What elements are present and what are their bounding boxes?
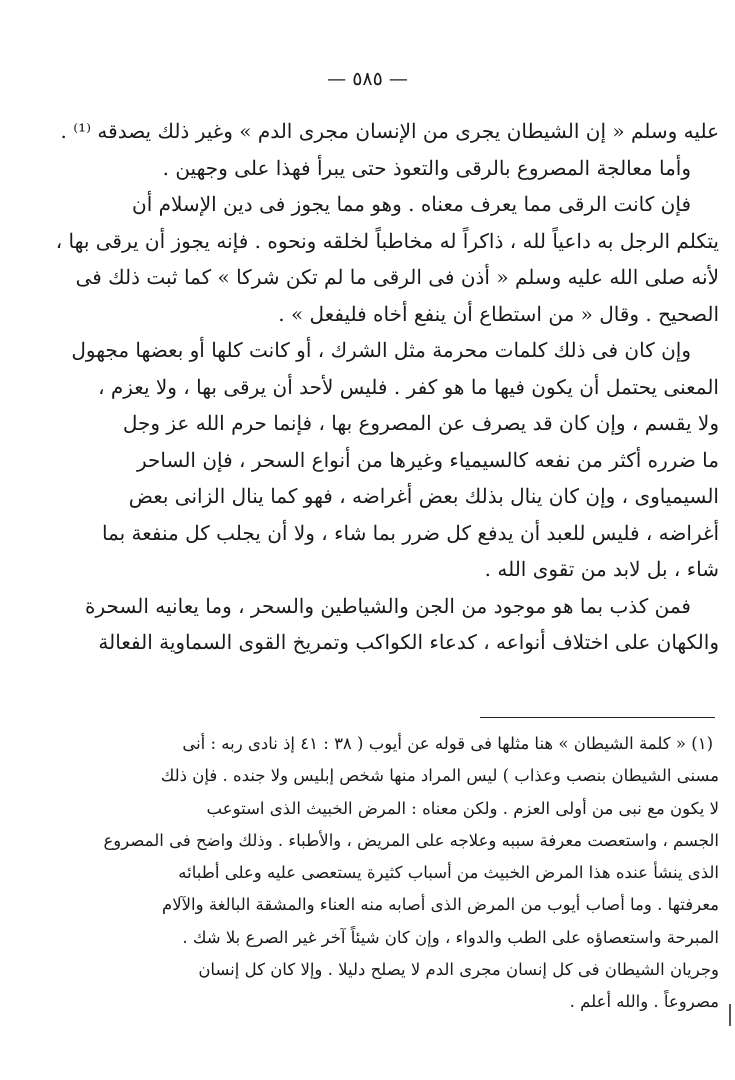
body-line: ولا يقسم ، وإن كان قد يصرف عن المصروع بها ، فإنما حرم الله عز وجل [122,411,719,435]
body-line: يتكلم الرجل به داعياً لله ، ذاكراً له مخاطباً لخلقه ونحوه . فإنه يجوز أن يرقى بها ، [55,228,719,253]
main-text [55,113,719,661]
body-line: السيمياوى ، وإن كان ينال بذلك بعض أغراضه ، فهو كما ينال الزانى بعض [128,484,719,508]
scan-edge-mark [729,1004,731,1026]
footnote-line: الذى ينشأ عنده هذا المرض الخبيث من أسباب كثيرة يستعصى عليه وعلى أطبائه [178,863,719,883]
body-line: شاء ، بل لابد من تقوى الله . [484,557,719,581]
body-line: فإن كانت الرقى مما يعرف معناه . وهو مما يجوز فى دين الإسلام أن [132,192,691,216]
footnote-divider [480,717,715,718]
body-line: وأما معالجة المصروع بالرقى والتعوذ حتى يبرأ فهذا على وجهين . [162,155,691,180]
body-line: الصحيح . وقال « من استطاع أن ينفع أخاه فليفعل » . [278,301,719,326]
body-line: المعنى يحتمل أن يكون فيها ما هو كفر . فليس لأحد أن يرقى بها ، ولا يعزم ، [98,374,719,399]
body-line: فمن كذب بما هو موجود من الجن والشياطين والسحر ، وما يعانيه السحرة [85,593,691,618]
footnote-line: مصروعاً . والله أعلم . [569,992,719,1012]
page-number: — ٥٨٥ — [327,68,408,90]
footnotes [105,728,719,1019]
footnote-line: معرفتها . وما أصاب أيوب من المرض الذى أصابه منه العناء والمشقة البالغة والآلام [162,895,719,915]
body-line: عليه وسلم « إن الشيطان يجرى من الإنسان مجرى الدم » وغير ذلك يصدقه ⁽¹⁾ . [60,119,719,143]
footnote-line: مسنى الشيطان بنصب وعذاب ) ليس المراد منها شخص إبليس ولا جنده . فإن ذلك [160,766,719,786]
body-line: لأنه صلى الله عليه وسلم « أذن فى الرقى ما لم تكن شركا » كما ثبت ذلك فى [75,265,719,289]
body-line: والكهان على اختلاف أنواعه ، كدعاء الكواكب وتمريخ القوى السماوية الفعالة [98,630,719,654]
body-line: ما ضرره أكثر من نفعه كالسيمياء وغيرها من أنواع السحر ، فإن الساحر [136,447,719,472]
body-line: وإن كان فى ذلك كلمات محرمة مثل الشرك ، أو كانت كلها أو بعضها مجهول [71,338,691,362]
footnote-line: المبرحة واستعصاؤه على الطب والدواء ، وإن كان شيئاً آخر غير الصرع بلا شك . [182,927,719,947]
body-line: أغراضه ، فليس للعبد أن يدفع كل ضرر بما شاء ، ولا أن يجلب كل منفعة بما [101,520,719,545]
footnote-line: الجسم ، واستعصت معرفة سببه وعلاجه على المريض ، والأطباء . وذلك واضح فى المصروع [103,830,719,850]
footnote-line: (١) « كلمة الشيطان » هنا مثلها فى قوله عن أيوب ( ٣٨ : ٤١ إذ نادى ربه : أنى [182,734,713,753]
footnote-line: لا يكون مع نبى من أولى العزم . ولكن معناه : المرض الخبيث الذى استوعب [206,798,719,818]
footnote-line: وجريان الشيطان فى كل إنسان مجرى الدم لا يصلح دليلا . وإلا كان كل إنسان [198,960,719,980]
